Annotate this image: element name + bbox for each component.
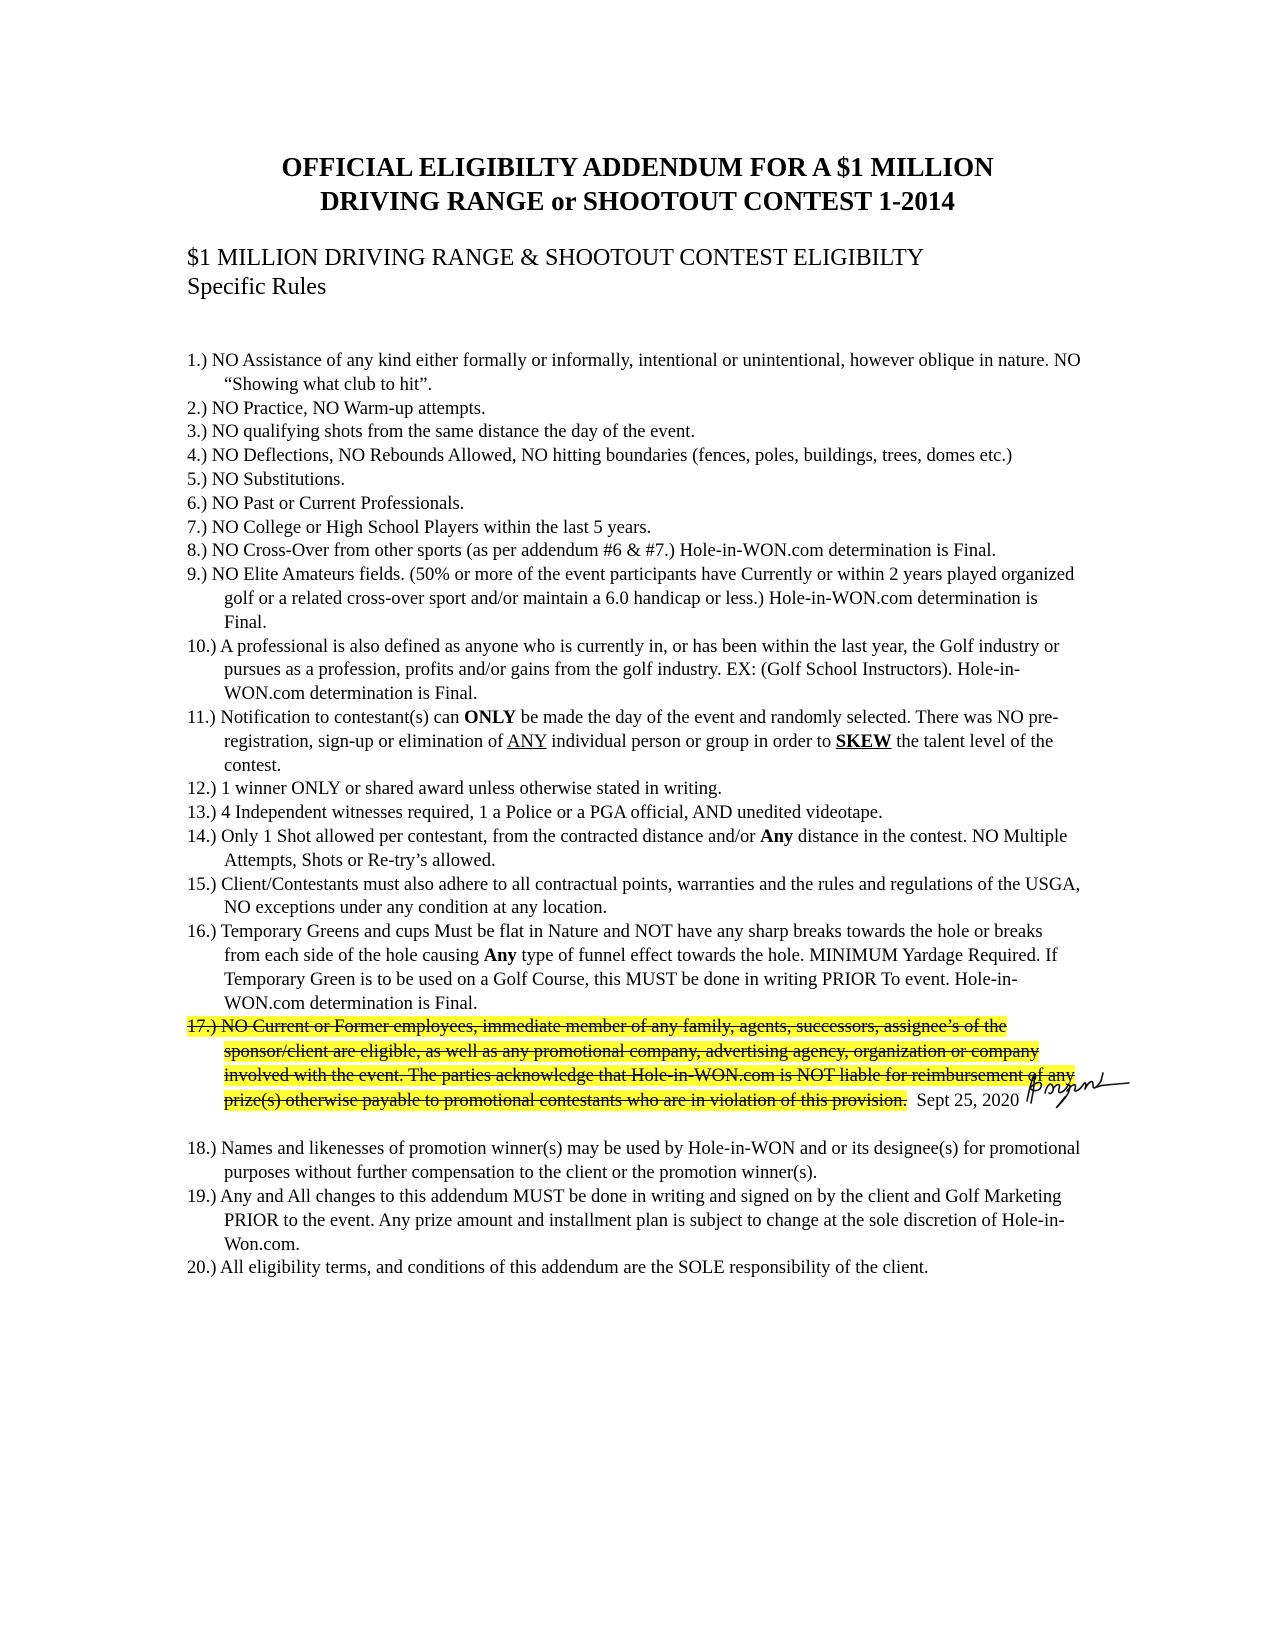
rule-19: 19.) Any and All changes to this addendum MUST be done in writing and signed on by the client and Golf Marketing PRIOR to the event. Any prize amount and installment plan is subject to change at the sole discretion of Hole-in-Won.com.: [187, 1185, 1065, 1255]
rule-12: 12.) 1 winner ONLY or shared award unless otherwise stated in writing.: [187, 778, 722, 800]
section-heading-line-1: $1 MILLION DRIVING RANGE & SHOOTOUT CONTEST ELIGIBILTY: [187, 245, 925, 271]
rule-17: [187, 1015, 1082, 1113]
rule-16-emphasis-any: Any: [483, 944, 517, 966]
rule-11-text-a: 11.) Notification to contestant(s) can: [187, 706, 465, 728]
rule-10: 10.) A professional is also defined as anyone who is currently in, or has been within the last year, the Golf industry or pursues as a profession, profits and/or gains from the golf industry. EX: (Golf School Instructors). Hole-in-WON.com determination is Final.: [187, 635, 1060, 705]
rule-11-emphasis-only: ONLY: [464, 706, 517, 728]
spacer: [187, 1113, 1082, 1137]
rule-11-text-e: individual person or group in order to: [546, 730, 836, 752]
rule-4: 4.) NO Deflections, NO Rebounds Allowed, NO hitting boundaries (fences, poles, buildings, trees, domes etc.): [187, 445, 1013, 467]
rule-15: 15.) Client/Contestants must also adhere to all contractual points, warranties and the rules and regulations of the USGA, NO exceptions under any condition at any location.: [187, 873, 1081, 919]
rule-2: 2.) NO Practice, NO Warm-up attempts.: [187, 397, 486, 419]
rule-1: 1.) NO Assistance of any kind either formally or informally, intentional or unintentional, however oblique in nature. NO “Showing what club to hit”.: [187, 350, 1081, 395]
section-heading-line-2: Specific Rules: [187, 274, 327, 300]
rule-11: [187, 706, 1082, 777]
rule-6: 6.) NO Past or Current Professionals.: [187, 492, 465, 514]
rule-18: 18.) Names and likenesses of promotion winner(s) may be used by Hole-in-WON and or its designee(s) for promotional purposes without further compensation to the client or the promotion winner(s).: [187, 1138, 1081, 1184]
rule-20: 20.) All eligibility terms, and conditions of this addendum are the SOLE responsibility of the client.: [187, 1257, 929, 1279]
rules-list: [187, 349, 1082, 1280]
rule-16-text-a: 16.) Temporary Greens and cups Must be flat in Nature and NOT have any sharp breaks towards the hole or breaks from each side of the hole causing: [187, 921, 1043, 966]
title-line-2: DRIVING RANGE or SHOOTOUT CONTEST 1-2014: [320, 186, 955, 216]
title-line-1: OFFICIAL ELIGIBILTY ADDENDUM FOR A $1 MILLION: [281, 152, 994, 182]
rule-14: [187, 825, 1082, 873]
rule-17-struck-text: 17.) NO Current or Former employees, immediate member of any family, agents, successors, assignee’s of the sponsor/client are eligible, as well as any promotional company, advertising agency, organization or company involved with the event. The parties acknowledge that Hole-in-WON.com is NOT liable for reimbursement of any prize(s) otherwise payable to promotional contestants who are in violation of this provision.: [187, 1016, 1075, 1111]
rule-16: [187, 920, 1082, 1015]
rule-14-emphasis-any: Any: [760, 825, 794, 847]
rule-9: 9.) NO Elite Amateurs fields. (50% or more of the event participants have Currently or within 2 years played organized golf or a related cross-over sport and/or maintain a 6.0 handicap or less.) Hole-in-WON.com determination is Final.: [187, 564, 1075, 633]
document-title: [180, 150, 1095, 218]
section-heading: [187, 244, 924, 302]
rule-13: 13.) 4 Independent witnesses required, 1 a Police or a PGA official, AND unedited videotape.: [187, 802, 883, 824]
rule-14-text-a: 14.) Only 1 Shot allowed per contestant, from the contracted distance and/or: [187, 825, 761, 847]
rule-11-underline-any: ANY: [507, 730, 547, 752]
rule-11-text-g: the talent level of the contest.: [224, 730, 1054, 776]
rule-17-sign-date: Sept 25, 2020: [916, 1089, 1020, 1111]
rule-7: 7.) NO College or High School Players within the last 5 years.: [187, 516, 652, 538]
rule-16-text-c: type of funnel effect towards the hole. MINIMUM Yardage Required. If Temporary Green is to be used on a Golf Course, this MUST be done in writing PRIOR To event. Hole-in-WON.com determination is Final.: [224, 944, 1058, 1014]
handwritten-signature: [1021, 1067, 1131, 1115]
rule-8: 8.) NO Cross-Over from other sports (as per addendum #6 & #7.) Hole-in-WON.com determination is Final.: [187, 540, 997, 562]
rule-3: 3.) NO qualifying shots from the same distance the day of the event.: [187, 421, 696, 443]
rule-14-text-c: distance in the contest. NO Multiple Attempts, Shots or Re-try’s allowed.: [224, 825, 1068, 871]
rule-11-text-c: be made the day of the event and randomly selected. There was NO pre-registration, sign-up or elimination of: [224, 706, 1059, 752]
rule-5: 5.) NO Substitutions.: [187, 468, 346, 490]
rule-11-emphasis-skew: SKEW: [835, 730, 892, 752]
